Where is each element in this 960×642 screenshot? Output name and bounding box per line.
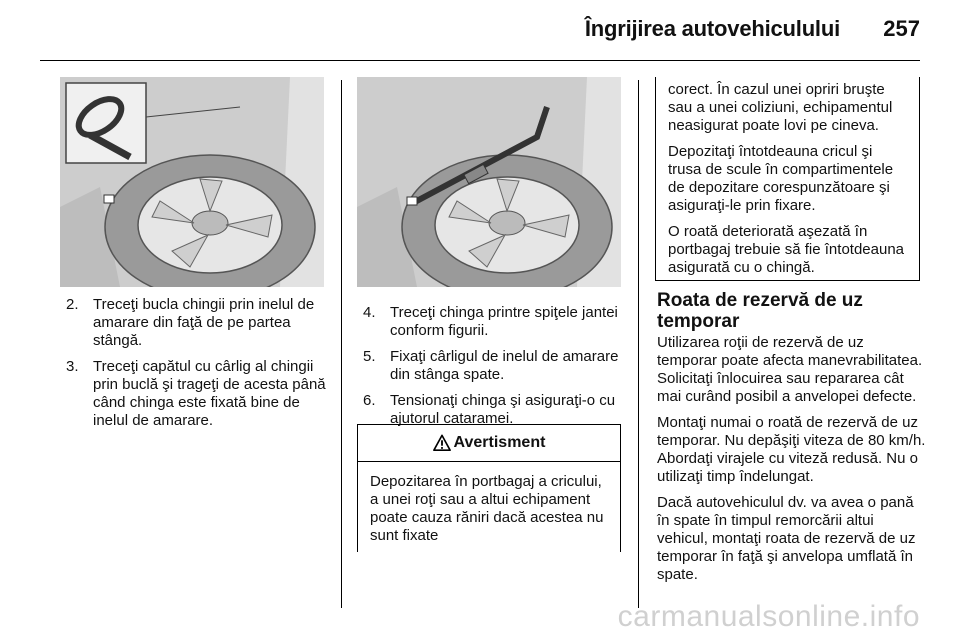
chapter-title: Îngrijirea autovehiculului [584, 16, 840, 41]
warning-box [357, 424, 621, 552]
step-item: 4. Treceţi chinga printre spiţele jantei conform figurii. [363, 304, 618, 339]
spare-wheel-figure-strap-loop [60, 77, 324, 287]
spare-wheel-figure-strap-spokes [357, 77, 621, 287]
section-body [657, 334, 927, 592]
column-divider-right [638, 80, 639, 608]
body-paragraph: Utilizarea roţii de rezervă de uz temporar poate afecta manevrabilitatea. Solicitaţi înlocuirea sau repararea cât mai curând posibil a anvelopei defecte. [657, 334, 923, 405]
warning-box-continued [655, 77, 920, 281]
body-paragraph: Montaţi numai o roată de rezervă de uz temporar. Nu depăşiţi viteza de 80 km/h. Abordaţi virajele cu viteză redusă. Nu o utilizaţi timp îndelungat. [657, 414, 926, 485]
steps-list-left [66, 296, 328, 438]
page-number: 257 [883, 16, 920, 41]
warning-paragraph: Depozitaţi întotdeauna cricul şi trusa de scule în compartimentele de depozitare corespunzătoare şi asiguraţi-le prin fixare. [668, 143, 894, 214]
warning-text: Depozitarea în portbagaj a cricului, a unei roţi sau a altui echipament poate cauza răniri dacă acestea nu sunt fixate [370, 473, 604, 544]
warning-triangle-icon [433, 434, 451, 452]
section-title: Roata de rezervă de uz temporar [657, 290, 863, 332]
header-divider [40, 60, 920, 61]
body-paragraph: Dacă autovehiculul dv. va avea o pană în spate în timpul remorcării altui vehicul, montaţi roata de rezervă de uz temporar în faţă şi anvelopa umflată în spate. [657, 494, 916, 583]
page-header [0, 0, 960, 60]
step-item: 2. Treceţi bucla chingii prin inelul de amarare din faţă de pe partea stângă. [66, 296, 315, 349]
warning-paragraph: corect. În cazul unei opriri bruşte sau a unei coliziuni, echipamentul neasigurat poate lovi pe cineva. [668, 81, 893, 134]
steps-list-middle [363, 304, 625, 436]
warning-heading: Avertisment [358, 425, 620, 462]
column-divider-left [341, 80, 342, 608]
watermark: carmanualsonline.info [617, 600, 920, 633]
warning-paragraph: O roată deteriorată aşezată în portbagaj trebuie să fie întotdeauna asigurată cu o chingă. [668, 223, 905, 276]
step-item: 5. Fixaţi cârligul de inelul de amarare din stânga spate. [363, 348, 619, 383]
step-item: 3. Treceţi capătul cu cârlig al chingii prin buclă şi trageţi de acesta până când chinga este fixată bine de inelul de amarare. [66, 358, 326, 429]
step-item: 6. Tensionaţi chinga şi asiguraţi-o cu ajutorul cataramei. [363, 392, 616, 427]
